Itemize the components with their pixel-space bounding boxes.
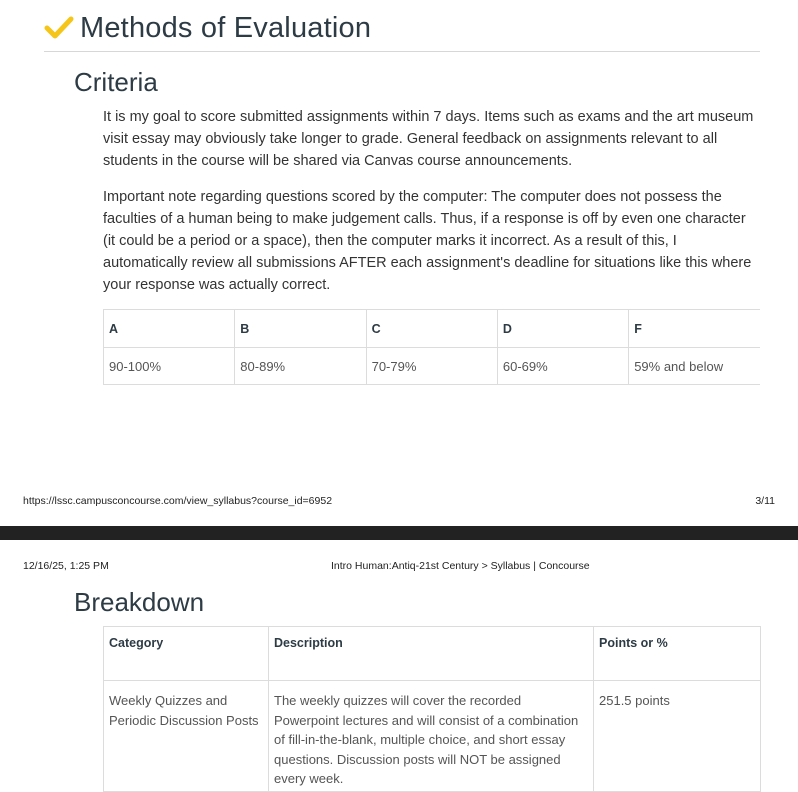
column-header-points: Points or % — [594, 627, 761, 681]
grade-range: 59% and below — [629, 348, 760, 385]
page-number: 3/11 — [755, 495, 775, 507]
description-cell: The weekly quizzes will cover the recorded Powerpoint lectures and will consist of a combination of fill-in-the-blank, multiple choice, and short essay questions. Discussion posts will NOT be assigned every week. — [269, 681, 594, 792]
category-cell: Weekly Quizzes and Periodic Discussion Posts — [104, 681, 269, 792]
breakdown-heading: Breakdown — [74, 587, 205, 617]
grade-range: 60-69% — [497, 348, 628, 385]
points-cell: 251.5 points — [594, 681, 761, 792]
grade-range-row — [104, 348, 761, 385]
checkmark-icon — [44, 15, 74, 41]
grade-letter: F — [629, 310, 760, 348]
table-row — [104, 681, 761, 792]
grade-letter: D — [497, 310, 628, 348]
print-page-title: Intro Human:Antiq-21st Century > Syllabus | Concourse — [331, 560, 590, 572]
section-title: Methods of Evaluation — [80, 11, 372, 44]
page-url: https://lssc.campusconcourse.com/view_syllabus?course_id=6952 — [23, 495, 333, 507]
column-header-description: Description — [269, 627, 594, 681]
print-datetime: 12/16/25, 1:25 PM — [23, 560, 109, 572]
page-separator — [0, 526, 798, 540]
breakdown-table — [103, 626, 761, 792]
breakdown-header-row — [104, 627, 761, 681]
column-header-category: Category — [104, 627, 269, 681]
grade-letter: C — [366, 310, 497, 348]
grade-letter: A — [104, 310, 235, 348]
criteria-heading: Criteria — [74, 67, 158, 97]
grade-range: 70-79% — [366, 348, 497, 385]
grade-scale-table — [103, 309, 760, 385]
grade-header-row — [104, 310, 761, 348]
grade-range: 90-100% — [104, 348, 235, 385]
section-heading — [44, 8, 371, 48]
grade-letter: B — [235, 310, 366, 348]
criteria-paragraph-2: Important note regarding questions scored by the computer: The computer does not possess the faculties of a human being to make judgement calls. Thus, if a response is off by even one character (it could be a period or a space), then the computer marks it incorrect. As a result of this, I automatically review all submissions AFTER each assignment's deadline for situations like this where your response was actually correct. — [103, 189, 752, 293]
grade-range: 80-89% — [235, 348, 366, 385]
heading-divider — [44, 51, 760, 52]
criteria-paragraph-1: It is my goal to score submitted assignments within 7 days. Items such as exams and the art museum visit essay may obviously take longer to grade. General feedback on assignments relevant to all students in the course will be shared via Canvas course announcements. — [103, 109, 754, 169]
